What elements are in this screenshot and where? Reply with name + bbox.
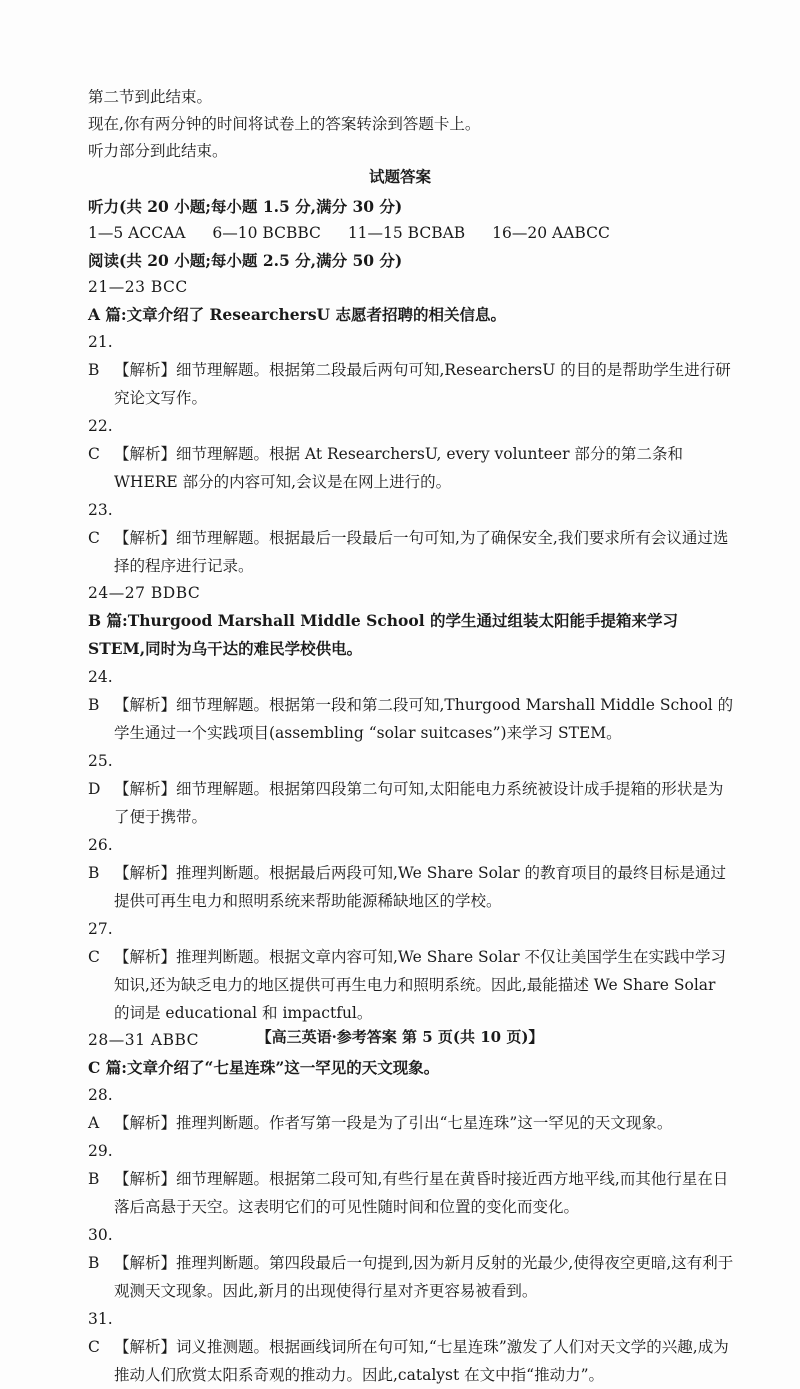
explanation-item <box>88 496 734 580</box>
passage-c-title: C 篇:文章介绍了“七星连珠”这一罕见的天文现象。 <box>88 1058 440 1077</box>
item-number: 26. B <box>88 836 113 882</box>
explanation-item <box>88 1137 734 1221</box>
item-number: 25. D <box>88 752 113 798</box>
listening-answers <box>88 220 734 247</box>
explanation-item <box>88 1305 734 1389</box>
explanation-item <box>88 328 734 412</box>
explanation-item <box>88 412 734 496</box>
item-number: 31. C <box>88 1310 113 1356</box>
explanation-item <box>88 1081 734 1137</box>
item-text: 【解析】细节理解题。根据第四段第二句可知,太阳能电力系统被设计成手提箱的形状是为了便于携带。 <box>114 780 724 826</box>
reading-heading: 阅读(共 20 小题;每小题 2.5 分,满分 50 分) <box>88 251 403 270</box>
item-number: 23. C <box>88 501 113 547</box>
explanation-item <box>88 1221 734 1305</box>
item-number: 21. B <box>88 333 113 379</box>
item-text: 【解析】细节理解题。根据第二段可知,有些行星在黄昏时接近西方地平线,而其他行星在日落后高悬于天空。这表明它们的可见性随时间和位置的变化而变化。 <box>114 1170 729 1216</box>
explanation-item <box>88 747 734 831</box>
passage-c-range: 28—31 ABBC <box>88 1031 199 1049</box>
passage-b-range: 24—27 BDBC <box>88 584 201 602</box>
section-title: 试题答案 <box>368 167 431 186</box>
item-number: 30. B <box>88 1226 113 1272</box>
item-text: 【解析】细节理解题。根据第一段和第二段可知,Thurgood Marshall Middle School 的学生通过一个实践项目(assembling “solar suitcases”)来学习 STEM。 <box>114 696 734 742</box>
item-number: 28. A <box>88 1086 113 1132</box>
answer-group: 6—10 BCBBC <box>212 224 321 242</box>
intro-line: 第二节到此结束。 <box>88 88 213 106</box>
item-text: 【解析】推理判断题。根据最后两段可知,We Share Solar 的教育项目的最终目标是通过提供可再生电力和照明系统来帮助能源稀缺地区的学校。 <box>114 864 727 910</box>
intro-line: 现在,你有两分钟的时间将试卷上的答案转涂到答题卡上。 <box>88 115 481 133</box>
page-footer: 【高三英语·参考答案 第 5 页(共 10 页)】 <box>256 1028 544 1046</box>
answer-group: 16—20 AABCC <box>492 224 610 242</box>
intro-line: 听力部分到此结束。 <box>88 142 228 160</box>
item-number: 24. B <box>88 668 113 714</box>
item-text: 【解析】推理判断题。第四段最后一句提到,因为新月反射的光最少,使得夜空更暗,这有利于观测天文现象。因此,新月的出现使得行星对齐更容易被看到。 <box>114 1254 734 1300</box>
item-text: 【解析】词义推测题。根据画线词所在句可知,“七星连珠”激发了人们对天文学的兴趣,成为推动人们欣赏太阳系奇观的推动力。因此,catalyst 在文中指“推动力”。 <box>114 1338 729 1384</box>
item-text: 【解析】推理判断题。作者写第一段是为了引出“七星连珠”这一罕见的天文现象。 <box>114 1114 673 1132</box>
intro-block <box>88 84 728 165</box>
explanation-item <box>88 663 734 747</box>
item-text: 【解析】细节理解题。根据 At ResearchersU, every volunteer 部分的第二条和 WHERE 部分的内容可知,会议是在网上进行的。 <box>114 445 683 491</box>
item-text: 【解析】推理判断题。根据文章内容可知,We Share Solar 不仅让美国学生在实践中学习知识,还为缺乏电力的地区提供可再生电力和照明系统。因此,最能描述 We Share Solar 的词是 educational 和 impactful。 <box>114 948 727 1022</box>
passage-a-title: A 篇:文章介绍了 ResearchersU 志愿者招聘的相关信息。 <box>88 305 506 324</box>
answers-content <box>88 193 734 1389</box>
explanation-item <box>88 831 734 915</box>
answer-group: 11—15 BCBAB <box>347 224 466 242</box>
item-text: 【解析】细节理解题。根据第二段最后两句可知,ResearchersU 的目的是帮助学生进行研究论文写作。 <box>114 361 731 407</box>
item-number: 27. C <box>88 920 113 966</box>
item-number: 29. B <box>88 1142 113 1188</box>
explanation-item <box>88 915 734 1027</box>
item-text: 【解析】细节理解题。根据最后一段最后一句可知,为了确保安全,我们要求所有会议通过选择的程序进行记录。 <box>114 529 729 575</box>
listening-heading: 听力(共 20 小题;每小题 1.5 分,满分 30 分) <box>88 197 403 216</box>
item-number: 22. C <box>88 417 113 463</box>
answer-group: 1—5 ACCAA <box>88 224 186 242</box>
passage-b-title: B 篇:Thurgood Marshall Middle School 的学生通过组装太阳能手提箱来学习 STEM,同时为乌干达的难民学校供电。 <box>88 611 679 658</box>
passage-a-range: 21—23 BCC <box>88 278 188 296</box>
